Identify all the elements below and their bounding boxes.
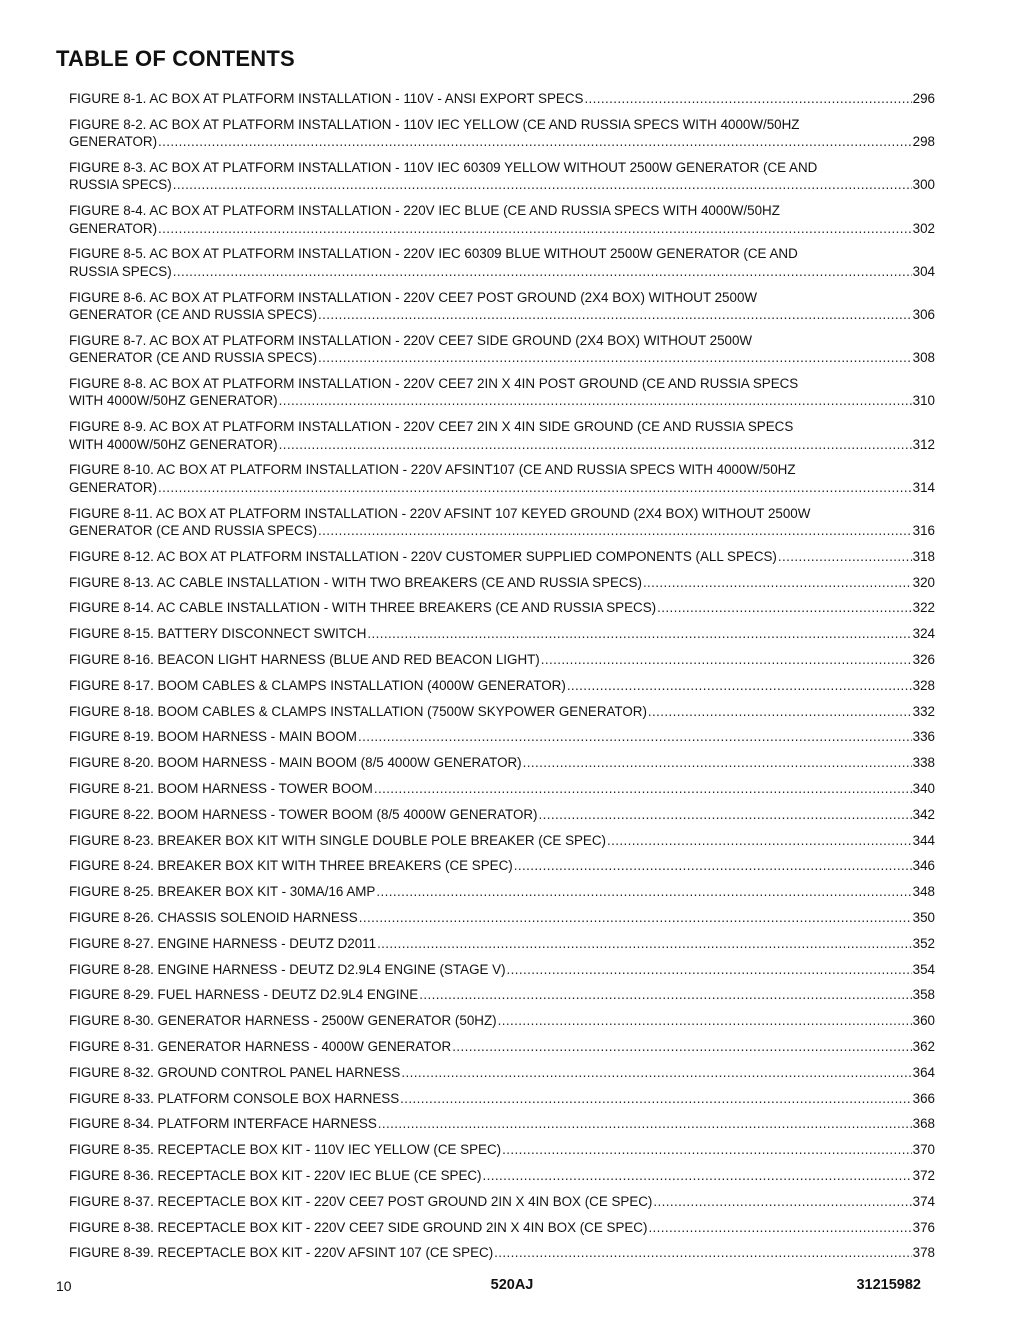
toc-entry[interactable] [69,1115,935,1132]
toc-entry-page-number: 364 [912,1064,935,1080]
dot-leader [607,832,912,849]
toc-entry-title-line: FIGURE 8-5. AC BOX AT PLATFORM INSTALLATION - 220V IEC 60309 BLUE WITHOUT 2500W GENERATOR (CE AND [69,246,798,262]
toc-entry-title-line: FIGURE 8-4. AC BOX AT PLATFORM INSTALLATION - 220V IEC BLUE (CE AND RUSSIA SPECS WITH 4000W/50HZ [69,203,780,219]
dot-leader [419,986,911,1003]
dot-leader [643,574,912,591]
toc-entry[interactable] [69,1064,935,1081]
dot-leader [173,176,912,193]
toc-entry-title-line: RUSSIA SPECS) [69,177,172,193]
toc-entry-title-line: FIGURE 8-14. AC CABLE INSTALLATION - WITH THREE BREAKERS (CE AND RUSSIA SPECS) [69,600,657,616]
toc-entry[interactable] [69,159,935,194]
toc-entry-page-number: 326 [912,652,935,668]
toc-entry-page-number: 376 [912,1219,935,1235]
dot-leader [483,1167,912,1184]
toc-entry-title-line: FIGURE 8-36. RECEPTACLE BOX KIT - 220V IEC BLUE (CE SPEC) [69,1167,482,1183]
toc-entry-page-number: 350 [912,909,935,925]
dot-leader [648,703,912,720]
toc-entry[interactable] [69,728,935,745]
toc-entry[interactable] [69,806,935,823]
toc-entry[interactable] [69,332,935,367]
toc-entry[interactable] [69,625,935,642]
toc-entry[interactable] [69,574,935,591]
toc-entry-title-line: FIGURE 8-11. AC BOX AT PLATFORM INSTALLATION - 220V AFSINT 107 KEYED GROUND (2X4 BOX) WITHOUT 2500W [69,505,811,521]
dot-leader [158,220,912,237]
toc-entry-page-number: 354 [912,961,935,977]
toc-entry[interactable] [69,1038,935,1055]
dot-leader [367,625,911,642]
dot-leader [507,961,912,978]
toc-entry[interactable] [69,245,935,280]
toc-entry[interactable] [69,883,935,900]
dot-leader [374,780,912,797]
toc-entry-title-line: GENERATOR) [69,479,158,495]
toc-entry-title-line: FIGURE 8-39. RECEPTACLE BOX KIT - 220V AFSINT 107 (CE SPEC) [69,1245,494,1261]
toc-entry-page-number: 306 [912,307,935,323]
toc-entry[interactable] [69,832,935,849]
dot-leader [523,754,912,771]
toc-entry[interactable] [69,202,935,237]
toc-entry[interactable] [69,909,935,926]
dot-leader [567,677,912,694]
footer-page-number: 10 [56,1278,72,1294]
toc-entry-page-number: 352 [912,935,935,951]
toc-entry-title-line: FIGURE 8-21. BOOM HARNESS - TOWER BOOM [69,781,373,796]
toc-entry-title-line: WITH 4000W/50HZ GENERATOR) [69,393,278,409]
toc-entry-title-line: FIGURE 8-18. BOOM CABLES & CLAMPS INSTALLATION (7500W SKYPOWER GENERATOR) [69,703,647,719]
toc-entry-title-line: FIGURE 8-17. BOOM CABLES & CLAMPS INSTALLATION (4000W GENERATOR) [69,677,566,693]
toc-entry-title-line: FIGURE 8-29. FUEL HARNESS - DEUTZ D2.9L4 ENGINE [69,987,419,1003]
toc-entry-page-number: 302 [912,220,935,236]
toc-entry-page-number: 370 [912,1142,935,1158]
toc-entry-page-number: 318 [912,548,935,564]
toc-entry[interactable] [69,599,935,616]
toc-entry[interactable] [69,677,935,694]
dot-leader [401,1064,911,1081]
toc-entry-page-number: 374 [912,1193,935,1209]
toc-entry-title-line: GENERATOR (CE AND RUSSIA SPECS) [69,523,318,539]
toc-entry-page-number: 336 [912,729,935,745]
toc-entry[interactable] [69,1244,935,1261]
toc-list [69,90,935,1270]
toc-entry-page-number: 328 [912,677,935,693]
toc-entry-title-line: FIGURE 8-26. CHASSIS SOLENOID HARNESS [69,909,358,925]
toc-entry-title-line: FIGURE 8-24. BREAKER BOX KIT WITH THREE BREAKERS (CE SPEC) [69,858,513,874]
dot-leader [376,883,911,900]
toc-entry-page-number: 316 [912,523,935,539]
dot-leader [158,133,912,150]
dot-leader [494,1244,911,1261]
toc-entry[interactable] [69,961,935,978]
toc-entry-title-line: FIGURE 8-23. BREAKER BOX KIT WITH SINGLE DOUBLE POLE BREAKER (CE SPEC) [69,832,606,848]
toc-entry[interactable] [69,1141,935,1158]
toc-entry-page-number: 310 [912,393,935,409]
toc-entry[interactable] [69,418,935,453]
toc-entry[interactable] [69,1167,935,1184]
toc-entry[interactable] [69,1193,935,1210]
toc-entry-title-line: FIGURE 8-34. PLATFORM INTERFACE HARNESS [69,1116,377,1132]
toc-entry[interactable] [69,1012,935,1029]
toc-entry[interactable] [69,1090,935,1107]
toc-entry-page-number: 312 [912,436,935,452]
toc-entry-page-number: 322 [912,600,935,616]
dot-leader [358,728,912,745]
toc-entry-title-line: FIGURE 8-22. BOOM HARNESS - TOWER BOOM (8/5 4000W GENERATOR) [69,806,538,822]
toc-entry-page-number: 314 [912,479,935,495]
toc-entry-title-line: FIGURE 8-12. AC BOX AT PLATFORM INSTALLATION - 220V CUSTOMER SUPPLIED COMPONENTS (ALL SPECS) [69,548,777,564]
toc-entry[interactable] [69,375,935,410]
dot-leader [539,806,912,823]
toc-entry-page-number: 368 [912,1116,935,1132]
toc-entry-title-line: FIGURE 8-38. RECEPTACLE BOX KIT - 220V CEE7 SIDE GROUND 2IN X 4IN BOX (CE SPEC) [69,1219,648,1235]
toc-entry[interactable] [69,780,935,797]
toc-entry-title-line: FIGURE 8-28. ENGINE HARNESS - DEUTZ D2.9L4 ENGINE (STAGE V) [69,961,506,977]
toc-entry[interactable] [69,703,935,720]
toc-entry-title-line: GENERATOR (CE AND RUSSIA SPECS) [69,350,318,366]
toc-entry-title-line: FIGURE 8-3. AC BOX AT PLATFORM INSTALLATION - 110V IEC 60309 YELLOW WITHOUT 2500W GENERATOR (CE AND [69,160,818,175]
toc-entry-title-line: FIGURE 8-15. BATTERY DISCONNECT SWITCH [69,626,367,642]
toc-entry[interactable] [69,505,935,540]
toc-entry-title-line: FIGURE 8-1. AC BOX AT PLATFORM INSTALLATION - 110V - ANSI EXPORT SPECS [69,91,584,106]
toc-entry-page-number: 372 [912,1167,935,1183]
toc-entry-title-line: GENERATOR) [69,134,158,150]
toc-entry-page-number: 344 [912,832,935,848]
dot-leader [377,935,912,952]
toc-entry-title-line: FIGURE 8-19. BOOM HARNESS - MAIN BOOM [69,729,357,745]
toc-entry-title-line: FIGURE 8-30. GENERATOR HARNESS - 2500W GENERATOR (50HZ) [69,1013,497,1029]
toc-entry-page-number: 346 [912,858,935,874]
toc-entry-title-line: FIGURE 8-31. GENERATOR HARNESS - 4000W GENERATOR [69,1038,452,1054]
dot-leader [653,1193,911,1210]
dot-leader [359,909,912,926]
dot-leader [318,306,912,323]
dot-leader [502,1141,912,1158]
dot-leader [452,1038,911,1055]
toc-entry-page-number: 360 [912,1013,935,1029]
toc-entry[interactable] [69,289,935,324]
toc-entry-title-line: FIGURE 8-10. AC BOX AT PLATFORM INSTALLATION - 220V AFSINT107 (CE AND RUSSIA SPECS WITH 4000W/50HZ [69,462,796,478]
toc-entry-title-line: FIGURE 8-16. BEACON LIGHT HARNESS (BLUE AND RED BEACON LIGHT) [69,652,540,668]
toc-entry-page-number: 348 [912,884,935,900]
toc-entry-title-line: FIGURE 8-33. PLATFORM CONSOLE BOX HARNESS [69,1090,400,1106]
toc-entry-title-line: FIGURE 8-27. ENGINE HARNESS - DEUTZ D2011 [69,935,377,951]
dot-leader [318,522,912,539]
toc-entry-title-line: FIGURE 8-32. GROUND CONTROL PANEL HARNESS [69,1064,401,1080]
toc-entry-title-line: FIGURE 8-13. AC CABLE INSTALLATION - WITH TWO BREAKERS (CE AND RUSSIA SPECS) [69,574,642,590]
dot-leader [318,349,912,366]
toc-entry-page-number: 358 [912,987,935,1003]
toc-entry-page-number: 340 [912,781,935,796]
toc-entry-page-number: 324 [912,626,935,642]
dot-leader [648,1219,911,1236]
dot-leader [514,857,912,874]
toc-entry[interactable] [69,548,935,565]
toc-entry-title-line: FIGURE 8-8. AC BOX AT PLATFORM INSTALLATION - 220V CEE7 2IN X 4IN POST GROUND (CE AND RUSSIA SPECS [69,376,799,392]
toc-entry-page-number: 304 [912,263,935,279]
toc-entry-page-number: 308 [912,350,935,366]
toc-entry-page-number: 296 [912,91,935,106]
toc-entry-page-number: 378 [912,1245,935,1261]
dot-leader [541,651,912,668]
dot-leader [400,1090,912,1107]
toc-entry-title-line: RUSSIA SPECS) [69,263,172,279]
toc-entry-page-number: 320 [912,574,935,590]
toc-entry-title-line: GENERATOR (CE AND RUSSIA SPECS) [69,307,318,323]
dot-leader [158,479,912,496]
toc-entry-page-number: 338 [912,755,935,771]
toc-entry-page-number: 362 [912,1038,935,1054]
toc-entry[interactable] [69,651,935,668]
toc-entry-page-number: 298 [912,134,935,150]
dot-leader [657,599,912,616]
toc-entry[interactable] [69,1219,935,1236]
toc-entry[interactable] [69,935,935,952]
toc-entry[interactable] [69,857,935,874]
toc-entry-page-number: 332 [912,703,935,719]
dot-leader [279,436,912,453]
toc-entry-title-line: FIGURE 8-7. AC BOX AT PLATFORM INSTALLATION - 220V CEE7 SIDE GROUND (2X4 BOX) WITHOUT 2500W [69,332,753,348]
dot-leader [173,263,912,280]
toc-entry-page-number: 366 [912,1090,935,1106]
dot-leader [378,1115,912,1132]
toc-entry[interactable] [69,116,935,151]
page-title: TABLE OF CONTENTS [56,46,295,71]
footer-part-number: 31215982 [856,1277,921,1293]
toc-entry-title-line: FIGURE 8-2. AC BOX AT PLATFORM INSTALLATION - 110V IEC YELLOW (CE AND RUSSIA SPECS WITH 4000W/50HZ [69,116,800,132]
dot-leader [279,392,912,409]
toc-entry-title-line: FIGURE 8-6. AC BOX AT PLATFORM INSTALLATION - 220V CEE7 POST GROUND (2X4 BOX) WITHOUT 2500W [69,289,758,305]
toc-entry[interactable] [69,754,935,771]
toc-entry-title-line: FIGURE 8-37. RECEPTACLE BOX KIT - 220V CEE7 POST GROUND 2IN X 4IN BOX (CE SPEC) [69,1193,653,1209]
toc-entry-page-number: 300 [912,177,935,193]
dot-leader [778,548,912,565]
footer-model: 520AJ [490,1277,534,1293]
toc-entry-title-line: GENERATOR) [69,220,158,236]
dot-leader [584,90,911,107]
toc-entry[interactable] [69,90,935,107]
toc-entry-title-line: WITH 4000W/50HZ GENERATOR) [69,436,278,452]
toc-entry-title-line: FIGURE 8-35. RECEPTACLE BOX KIT - 110V IEC YELLOW (CE SPEC) [69,1142,502,1158]
toc-entry[interactable] [69,461,935,496]
toc-entry-title-line: FIGURE 8-9. AC BOX AT PLATFORM INSTALLATION - 220V CEE7 2IN X 4IN SIDE GROUND (CE AND RUSSIA SPECS [69,419,794,435]
toc-entry-title-line: FIGURE 8-25. BREAKER BOX KIT - 30MA/16 AMP [69,884,376,900]
toc-entry[interactable] [69,986,935,1003]
toc-entry-page-number: 342 [912,806,935,822]
toc-entry-title-line: FIGURE 8-20. BOOM HARNESS - MAIN BOOM (8/5 4000W GENERATOR) [69,755,522,771]
dot-leader [498,1012,912,1029]
